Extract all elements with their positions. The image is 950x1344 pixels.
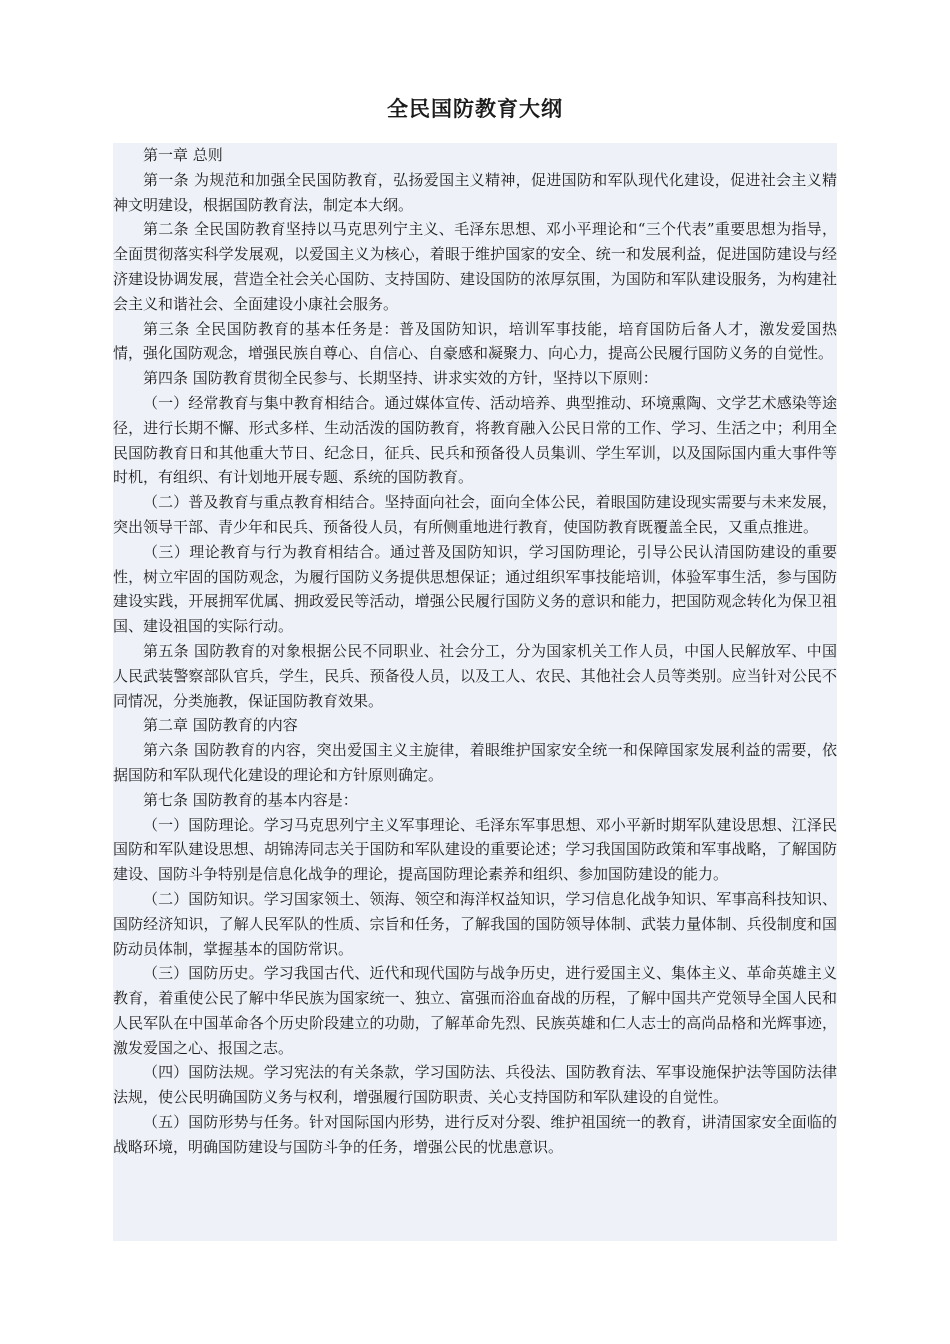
- clause-paragraph: （三）国防历史。学习我国古代、近代和现代国防与战争历史，进行爱国主义、集体主义、革命英雄主义教育，着重使公民了解中华民族为国家统一、独立、富强而浴血奋战的历程，了解中国共产党领导全国人民和人民军队在中国革命各个历史阶段建立的功勋，了解革命先烈、民族英雄和仁人志士的高尚品格和光辉事迹，激发爱国之心、报国之志。: [113, 964, 837, 1057]
- clause-paragraph: （一）经常教育与集中教育相结合。通过媒体宣传、活动培养、典型推动、环境熏陶、文学艺术感染等途径，进行长期不懈、形式多样、生动活泼的国防教育，将教育融入公民日常的工作、学习、生活之中；利用全民国防教育日和其他重大节日、纪念日，征兵、民兵和预备役人员集训、学生军训，以及国际国内重大事件等时机，有组织、有计划地开展专题、系统的国防教育。: [113, 393, 837, 487]
- chapter-heading: 第一章 总则: [143, 146, 223, 164]
- clause-paragraph: （二）国防知识。学习国家领土、领海、领空和海洋权益知识，学习信息化战争知识、军事高科技知识、国防经济知识，了解人民军队的性质、宗旨和任务，了解我国的国防领导体制、武装力量体制、兵役制度和国防动员体制，掌握基本的国防常识。: [113, 889, 837, 958]
- article-paragraph: 第一条 为规范和加强全民国防教育，弘扬爱国主义精神，促进国防和军队现代化建设，促进社会主义精神文明建设，根据国防教育法，制定本大纲。: [113, 170, 837, 214]
- document-title: 全民国防教育大纲: [387, 96, 563, 121]
- article-paragraph: 第三条 全民国防教育的基本任务是：普及国防知识，培训军事技能，培育国防后备人才，激发爱国热情，强化国防观念，增强民族自尊心、自信心、自豪感和凝聚力、向心力，提高公民履行国防义务的自觉性。: [113, 319, 837, 363]
- clause-paragraph: （四）国防法规。学习宪法的有关条款，学习国防法、兵役法、国防教育法、军事设施保护法等国防法律法规，使公民明确国防义务与权利，增强履行国防职责、关心支持国防和军队建设的自觉性。: [113, 1063, 837, 1107]
- article-paragraph: 第七条 国防教育的基本内容是：: [143, 790, 358, 809]
- article-paragraph: 第四条 国防教育贯彻全民参与、长期坚持、讲求实效的方针，坚持以下原则：: [143, 369, 658, 388]
- article-paragraph: 第五条 国防教育的对象根据公民不同职业、社会分工，分为国家机关工作人员，中国人民解放军、中国人民武装警察部队官兵，学生，民兵、预备役人员，以及工人、农民、其他社会人员等类别。应当针对公民不同情况，分类施教，保证国防教育效果。: [113, 641, 837, 710]
- clause-paragraph: （三）理论教育与行为教育相结合。通过普及国防知识，学习国防理论，引导公民认清国防建设的重要性，树立牢固的国防观念，为履行国防义务提供思想保证；通过组织军事技能培训，体验军事生活，参与国防建设实践，开展拥军优属、拥政爱民等活动，增强公民履行国防义务的意识和能力，把国防观念转化为保卫祖国、建设祖国的实际行动。: [113, 542, 837, 636]
- clause-paragraph: （二）普及教育与重点教育相结合。坚持面向社会，面向全体公民，着眼国防建设现实需要与未来发展，突出领导干部、青少年和民兵、预备役人员，有所侧重地进行教育，使国防教育既覆盖全民，又重点推进。: [113, 493, 837, 536]
- article-paragraph: 第六条 国防教育的内容，突出爱国主义主旋律，着眼维护国家安全统一和保障国家发展利益的需要，依据国防和军队现代化建设的理论和方针原则确定。: [113, 741, 837, 784]
- chapter-heading: 第二章 国防教育的内容: [143, 716, 298, 735]
- article-paragraph: 第二条 全民国防教育坚持以马克思列宁主义、毛泽东思想、邓小平理论和“三个代表”重要思想为指导，全面贯彻落实科学发展观，以爱国主义为核心，着眼于维护国家的安全、统一和发展利益，促进国防建设与经济建设协调发展，营造全社会关心国防、支持国防、建设国防的浓厚氛围，为国防和军队建设服务，为构建社会主义和谐社会、全面建设小康社会服务。: [113, 220, 837, 313]
- document-body: [113, 143, 837, 1241]
- clause-paragraph: （一）国防理论。学习马克思列宁主义军事理论、毛泽东军事思想、邓小平新时期军队建设思想、江泽民国防和军队建设思想、胡锦涛同志关于国防和军队建设的重要论述；学习我国国防政策和军事战略，了解国防建设、国防斗争特别是信息化战争的理论，提高国防理论素养和组织、参加国防建设的能力。: [113, 815, 837, 884]
- clause-paragraph: （五）国防形势与任务。针对国际国内形势，进行反对分裂、维护祖国统一的教育，讲清国家安全面临的战略环境，明确国防建设与国防斗争的任务，增强公民的忧患意识。: [113, 1113, 837, 1156]
